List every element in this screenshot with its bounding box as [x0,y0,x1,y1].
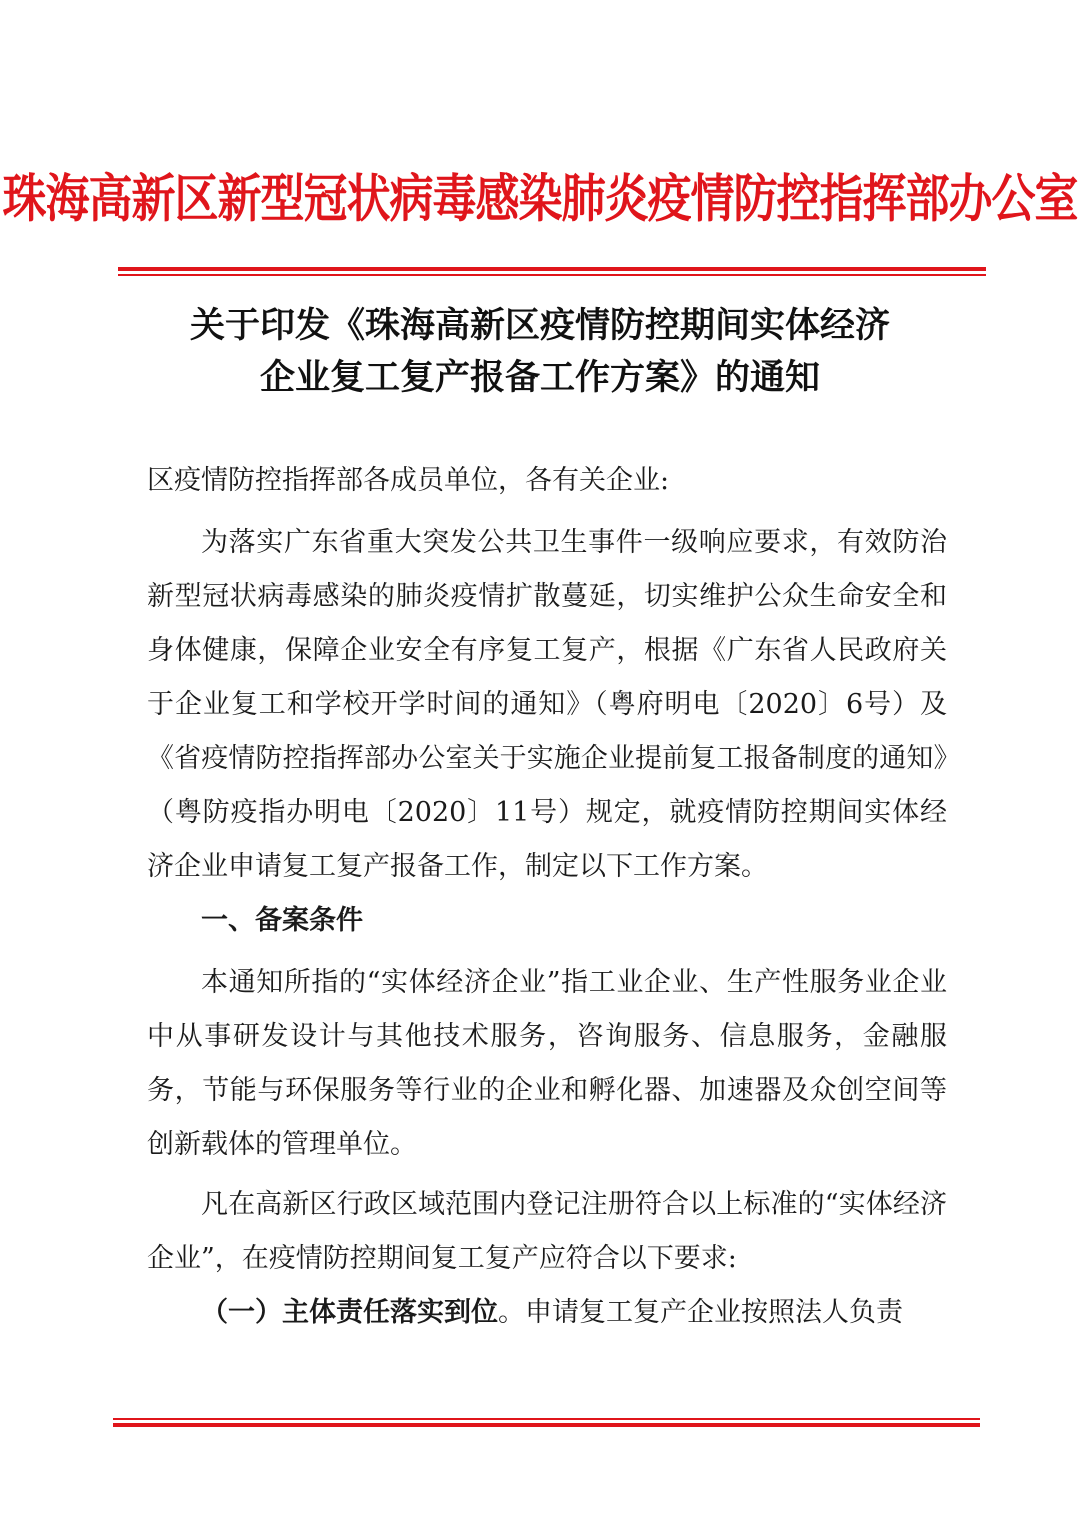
section-heading-filing-conditions: 一、备案条件 [201,905,363,936]
requirement-item-1 [147,1286,947,1340]
footer-red-rule-thick [113,1423,980,1427]
intro-paragraph: 为落实广东省重大突发公共卫生事件一级响应要求，有效防治新型冠状病毒感染的肺炎疫情扩散蔓延，切实维护公众生命安全和身体健康，保障企业安全有序复工复产，根据《广东省人民政府关于企业复工和学校开学时间的通知》（粤府明电〔2020〕6号）及《省疫情防控指挥部办公室关于实施企业提前复工报备制度的通知》（粤防疫指办明电〔2020〕11号）规定，就疫情防控期间实体经济企业申请复工复产报备工作，制定以下工作方案。 [147,527,947,882]
document-title-line-2: 企业复工复产报备工作方案》的通知 [259,358,820,398]
document-title [100,300,980,404]
addressee-line: 区疫情防控指挥部各成员单位，各有关企业: [147,465,670,496]
requirements-intro-paragraph: 凡在高新区行政区域范围内登记注册符合以上标准的“实体经济企业”，在疫情防控期间复工复产应符合以下要求: [147,1189,947,1274]
document-title-line-1: 关于印发《珠海高新区疫情防控期间实体经济 [189,306,890,346]
requirement-item-1-label: （一）主体责任落实到位 [201,1297,498,1328]
footer-red-rule-thin [113,1418,980,1420]
header-red-rule-thin [118,274,986,276]
definition-paragraph: 本通知所指的“实体经济企业”指工业企业、生产性服务业企业中从事研发设计与其他技术服务，咨询服务、信息服务，金融服务，节能与环保服务等行业的企业和孵化器、加速器及众创空间等创新载体的管理单位。 [147,967,947,1160]
header-red-rule-thick [118,267,986,271]
issuing-organization-header: 珠海高新区新型冠状病毒感染肺炎疫情防控指挥部办公室 [2,169,1078,230]
document-body [147,454,947,1340]
requirement-item-1-text: 。申请复工复产企业按照法人负责 [498,1297,903,1328]
